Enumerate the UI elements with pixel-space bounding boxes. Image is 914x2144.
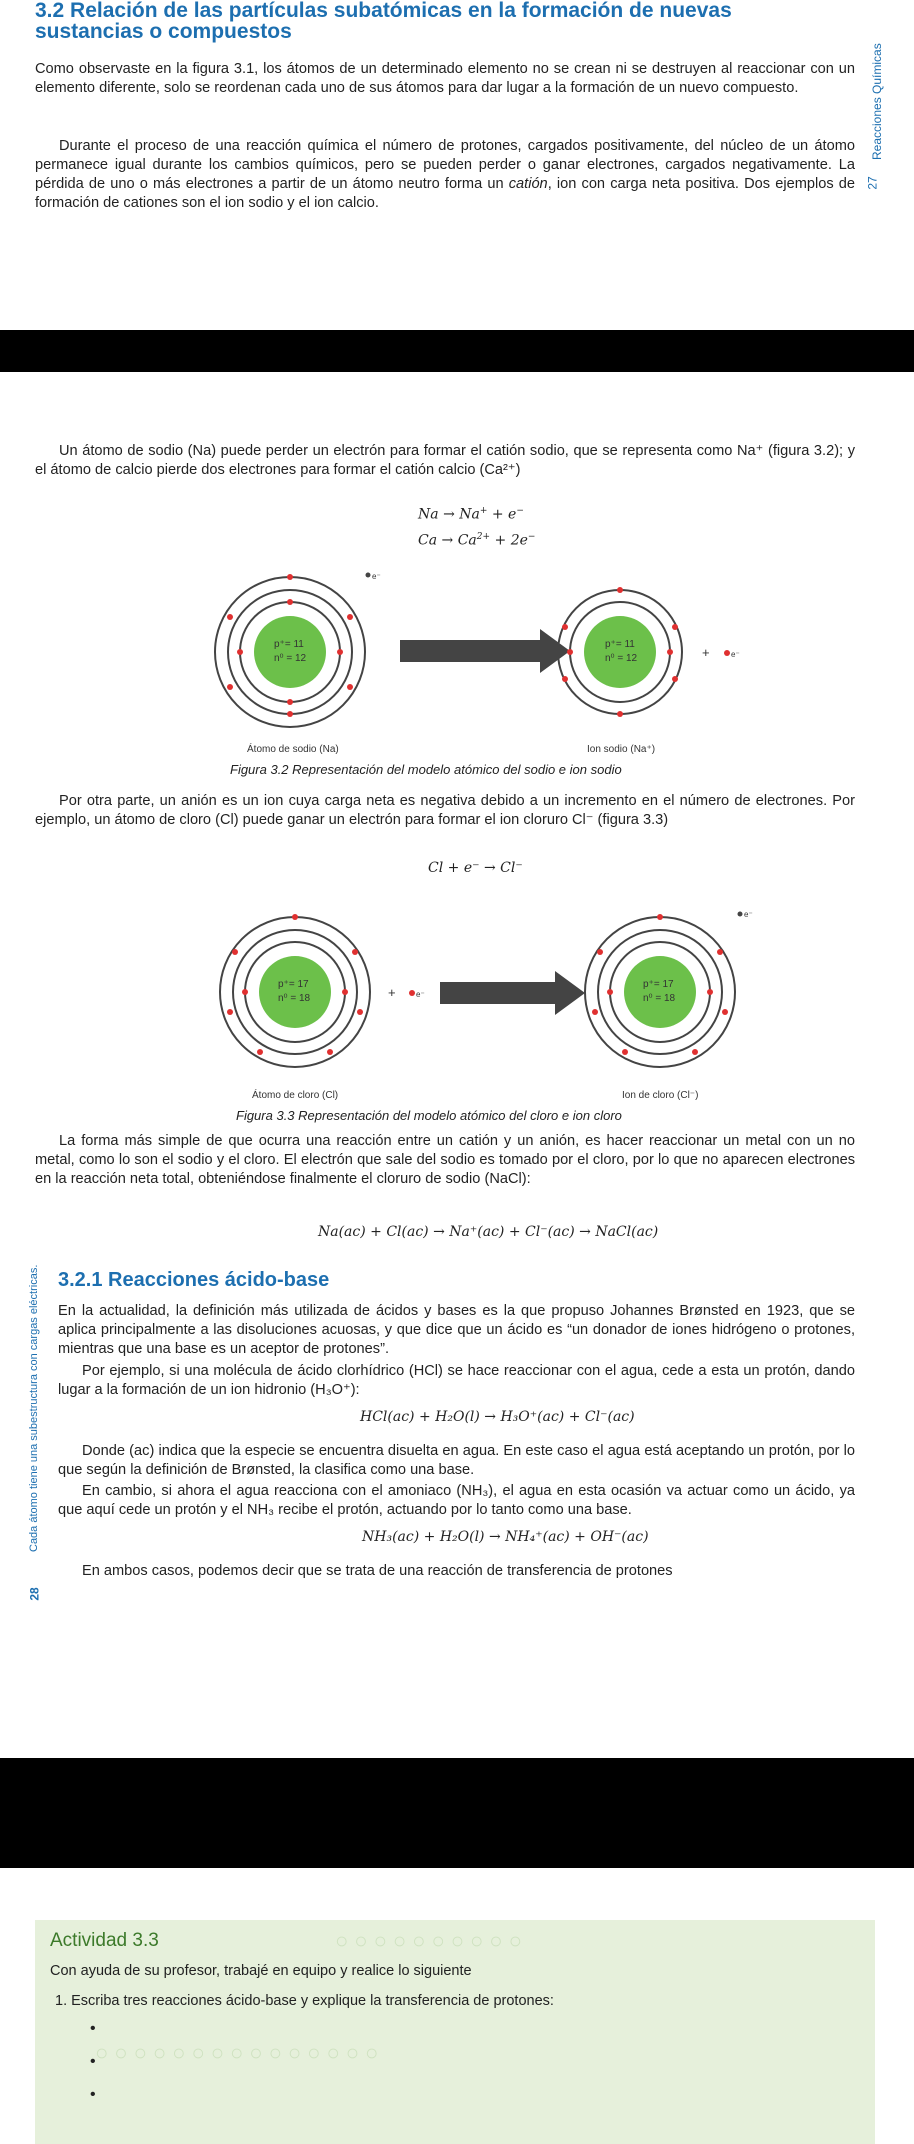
- paragraph-7: Por ejemplo, si una molécula de ácido clorhídrico (HCl) se hace reaccionar con el agua, cede a esta un protón, dando lugar a la formación de un ion hidronio (H₃O⁺):: [58, 1363, 855, 1398]
- section-title-line2: sustancias o compuestos: [35, 20, 292, 43]
- page-27: [0, 0, 914, 330]
- sodium-protons: p⁺= 11: [274, 639, 304, 650]
- activity-instruction: Con ayuda de su profesor, trabajé en equipo y realice lo siguiente: [50, 1963, 472, 1979]
- paragraph-8: Donde (ac) indica que la especie se encuentra disuelta en agua. En este caso el agua está aceptando un protón, por lo que según la definición de Brønsted, la clasifica como una base.: [58, 1443, 855, 1478]
- chlorine-ion-neutrons: n⁰ = 18: [643, 993, 676, 1004]
- paragraph-1: Como observaste en la figura 3.1, los átomos de un determinado elemento no se crean ni se destruyen al reaccionar con un elemento diferente, solo se reordenan cada uno de sus átomos para dar lugar a la formación de un nuevo compuesto.: [35, 61, 855, 96]
- activity-watermark-2: ○○○○○○○○○○○○○○○: [95, 2040, 385, 2065]
- page-number-left: 28: [27, 1587, 42, 1601]
- sodium-neutrons: n⁰ = 12: [274, 653, 307, 664]
- activity-bullet-2[interactable]: •: [90, 2053, 96, 2070]
- activity-box: [35, 1920, 875, 2144]
- figure-3-3-atom-label: Átomo de cloro (Cl): [252, 1090, 339, 1101]
- paragraph-2-part-a: Durante el proceso de una reacción química el número de protones, cargados positivamente, del núcleo de un átomo permanece igual durante los cambios químicos, pero se pueden perder o ganar electrones, cargados negativamente. La pérdida de uno o más electrones a partir de un átomo neutro forma un: [35, 138, 855, 192]
- free-electron-label-2: e⁻: [416, 990, 425, 999]
- paragraph-2: [35, 137, 855, 213]
- figure-3-3-ion-label: Ion de cloro (Cl⁻): [622, 1090, 699, 1101]
- side-label-right: Reacciones Químicas: [870, 43, 884, 160]
- chlorine-ion-protons: p⁺= 17: [643, 979, 674, 990]
- figure-3-3-caption: Figura 3.3 Representación del modelo atómico del cloro e ion cloro: [236, 1108, 622, 1123]
- free-electron-2: [409, 990, 415, 996]
- page-separator-top: [0, 330, 914, 372]
- equation-calcium: $Ca \to Ca^{2+} + 2e^-$: [418, 532, 536, 549]
- subsection-title: 3.2.1 Reacciones ácido-base: [58, 1269, 330, 1291]
- reaction-arrow-2: [440, 971, 585, 1015]
- sodium-ion-model: [558, 587, 682, 717]
- page-number-right: 27: [865, 176, 880, 190]
- figure-3-3-diagram: [200, 902, 760, 1087]
- section-title-line1: 3.2 Relación de las partículas subatómicas en la formación de nuevas: [35, 0, 732, 22]
- equation-nacl: Na(ac) + Cl(ac) → Na⁺(ac) + Cl⁻(ac) → NaCl(ac): [318, 1224, 659, 1240]
- equation-chlorine: Cl + e⁻ → Cl⁻: [428, 860, 523, 876]
- paragraph-10: En ambos casos, podemos decir que se trata de una reacción de transferencia de protones: [82, 1563, 673, 1579]
- free-electron-1: [724, 650, 730, 656]
- equation-sodium: Na → Na+ + e−: [418, 506, 524, 523]
- activity-bullet-1[interactable]: •: [90, 2020, 96, 2037]
- sodium-ion-protons: p⁺= 11: [605, 639, 635, 650]
- figure-3-2-atom-label: Átomo de sodio (Na): [247, 744, 339, 755]
- chlorine-ion-electron-label: e⁻: [744, 910, 753, 919]
- paragraph-4: Por otra parte, un anión es un ion cuya carga neta es negativa debido a un incremento en el número de electrones. Por ejemplo, un átomo de cloro (Cl) puede ganar un electrón para formar el ion cloruro Cl⁻ (figura 3.3): [35, 793, 855, 828]
- equation-hcl: HCl(ac) + H₂O(l) → H₃O⁺(ac) + Cl⁻(ac): [360, 1409, 635, 1425]
- plus-sign-2: +: [388, 985, 396, 1000]
- figure-3-2-caption: Figura 3.2 Representación del modelo atómico del sodio e ion sodio: [230, 762, 622, 777]
- activity-item-1: 1. Escriba tres reacciones ácido-base y explique la transferencia de protones:: [55, 1993, 554, 2009]
- chlorine-neutrons: n⁰ = 18: [278, 993, 311, 1004]
- paragraph-6: En la actualidad, la definición más utilizada de ácidos y bases es la que propuso Johannes Brønsted en 1923, que se aplica principalmente a las disoluciones acuosas, y que dice que un ácido es “un donador de iones hidrógeno o protones, mientras que una base es un aceptor de protones”.: [58, 1303, 855, 1357]
- figure-3-2-ion-label: Ion sodio (Na⁺): [587, 744, 656, 755]
- activity-bullet-3[interactable]: •: [90, 2086, 96, 2103]
- activity-watermark-1: ○○○○○○○○○○: [335, 1928, 528, 1953]
- equation-nh3: NH₃(ac) + H₂O(l) → NH₄⁺(ac) + OH⁻(ac): [362, 1529, 649, 1545]
- paragraph-5: La forma más simple de que ocurra una reacción entre un catión y un anión, es hacer reaccionar un metal con un no metal, como lo son el sodio y el cloro. El electrón que sale del sodio es tomado por el cloro, por lo que no aparecen electrones en la reacción neta total, obteniéndose finalmente el cloruro de sodio (NaCl):: [35, 1133, 855, 1187]
- figure-3-2-diagram: [200, 557, 740, 737]
- page-28: [0, 372, 914, 1758]
- reaction-arrow-1: [400, 629, 570, 673]
- paragraph-2-part-b: , ion con carga neta positiva. Dos ejemplos de formación de cationes son el ion sodio y el ion calcio.: [35, 176, 856, 211]
- free-electron-label-1: e⁻: [731, 650, 740, 659]
- page-separator-bottom: [0, 1758, 914, 1868]
- chlorine-atom-model: [220, 914, 370, 1067]
- paragraph-2-emphasis: catión: [508, 176, 548, 192]
- activity-title: Actividad 3.3: [50, 1930, 159, 1951]
- paragraph-3: Un átomo de sodio (Na) puede perder un electrón para formar el catión sodio, que se representa como Na⁺ (figura 3.2); y el átomo de calcio pierde dos electrones para formar el catión calcio (Ca²⁺): [35, 443, 855, 478]
- sodium-electron-label: e⁻: [372, 572, 381, 581]
- sodium-ion-neutrons: n⁰ = 12: [605, 653, 638, 664]
- chlorine-protons: p⁺= 17: [278, 979, 309, 990]
- plus-sign-1: +: [702, 645, 710, 660]
- paragraph-9: En cambio, si ahora el agua reacciona con el amoniaco (NH₃), el agua en esta ocasión va actuar como un ácido, ya que aquí cede un protón y el NH₃ recibe el protón, actuando por lo tanto como una base.: [58, 1483, 855, 1518]
- side-note-left: Cada átomo tiene una subestructura con cargas eléctricas.: [28, 1264, 40, 1552]
